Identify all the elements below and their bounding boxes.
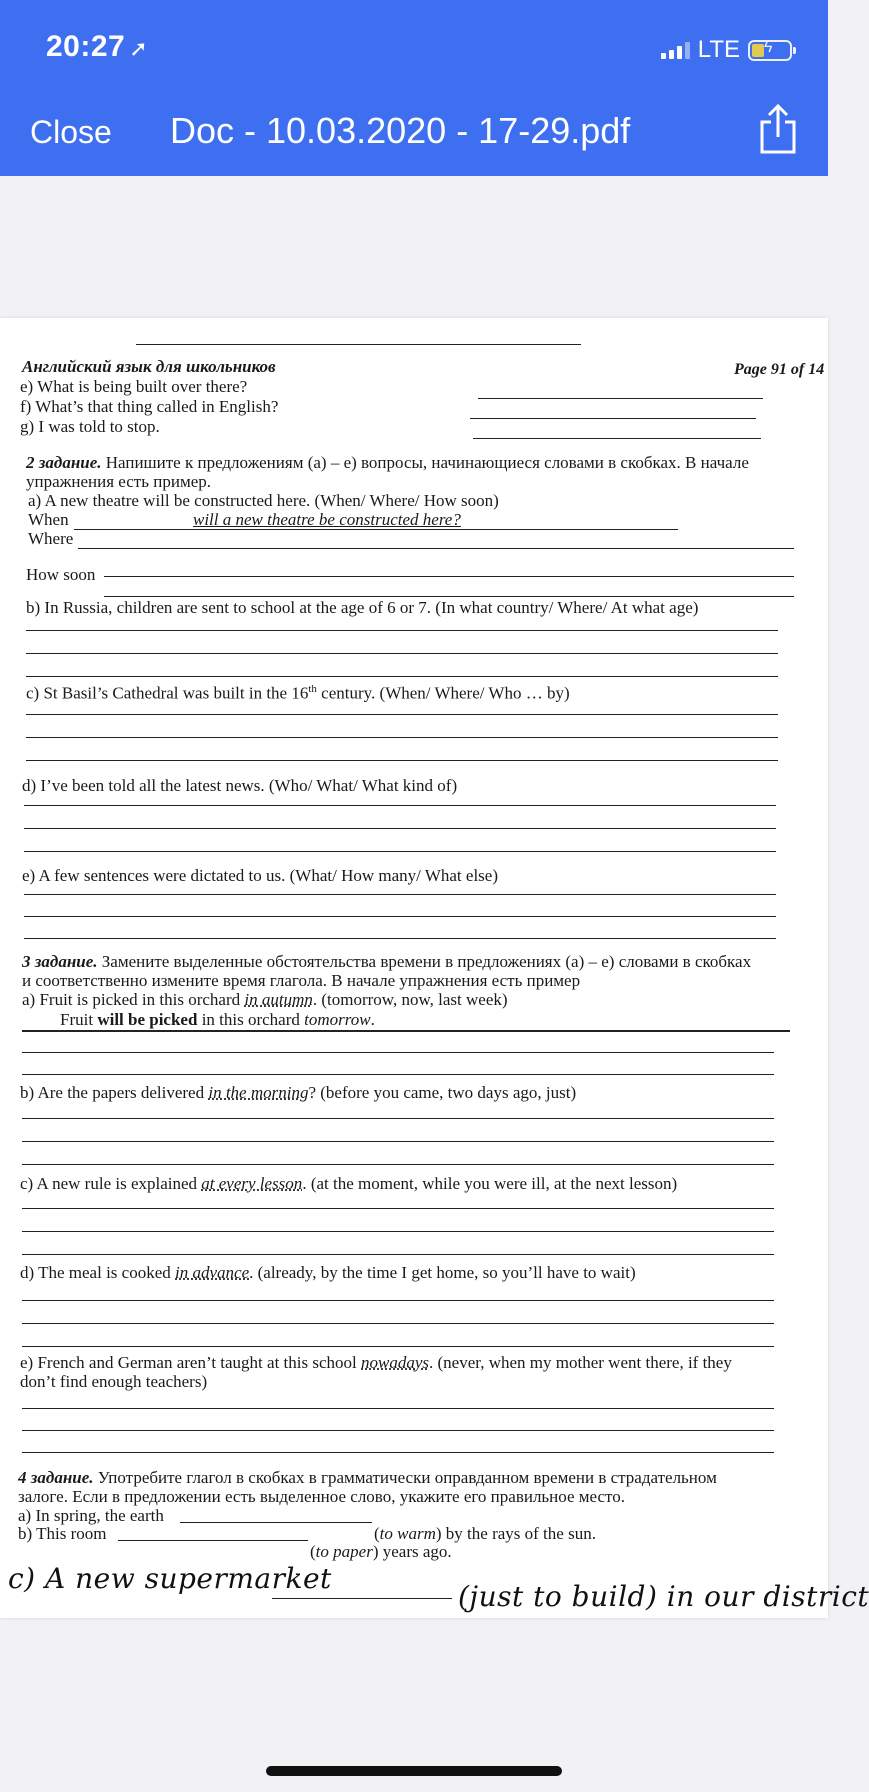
document-title: Doc - 10.03.2020 - 17-29.pdf — [170, 110, 631, 151]
ex3-d-highlight: in advance — [175, 1263, 250, 1282]
signal-icon — [661, 41, 690, 59]
ex4-instruction — [18, 1468, 717, 1488]
ex1-item-e: e) What is being built over there? — [20, 377, 248, 396]
ex2-when-answer: will a new theatre be constructed here? — [193, 510, 461, 529]
ex3-a-post: . (tomorrow, now, last week) — [312, 990, 508, 1009]
ex4-heading: 4 задание. — [18, 1468, 94, 1487]
ex4-b-verb: (to paper) years ago. — [310, 1542, 452, 1561]
status-time — [46, 30, 148, 64]
ex3-item-a — [22, 990, 508, 1010]
top-bar — [0, 0, 828, 176]
ex3-example-2: will be picked — [97, 1010, 198, 1029]
ex3-b-post: ? (before you came, two days ago, just) — [308, 1083, 577, 1102]
ex3-d-post: . (already, by the time I get home, so you’ll have to wait) — [249, 1263, 636, 1282]
home-indicator[interactable] — [266, 1766, 562, 1776]
ex3-instr-2: и соответственно измените время глагола. В начале упражнения есть пример — [22, 971, 581, 990]
ex3-item-e-line2: don’t find enough teachers) — [20, 1372, 208, 1391]
ex2-where-label: Where — [28, 529, 74, 548]
ex2-heading: 2 задание. — [26, 453, 102, 472]
ex3-example-1: Fruit — [60, 1010, 98, 1029]
ex2-item-c — [26, 679, 570, 704]
ex3-c-post: . (at the moment, while you were ill, at the next lesson) — [302, 1174, 678, 1193]
ex4-a-post: ) by the rays of the sun. — [435, 1524, 596, 1543]
ex2-when-label: When — [28, 510, 69, 529]
ex3-item-d — [20, 1263, 636, 1283]
ex3-example-4: tomorrow — [304, 1010, 371, 1029]
ex3-a-text: a) Fruit is picked in this orchard — [22, 990, 245, 1009]
ex3-item-e — [20, 1353, 732, 1373]
ex3-item-b — [20, 1083, 576, 1103]
ex3-c-highlight: at every lesson — [201, 1174, 303, 1193]
ex3-b-highlight: in the morning — [208, 1083, 309, 1102]
ex3-e-highlight: nowadays — [361, 1353, 429, 1372]
ex4-item-a: a) In spring, the earth — [18, 1506, 164, 1525]
ex2-item-a: a) A new theatre will be constructed here. (When/ Where/ How soon) — [28, 491, 499, 510]
share-icon — [756, 104, 800, 156]
doc-header-right: Page 91 of 14 — [734, 361, 825, 378]
ex4-item-c-handwritten: c) A new supermarket — [8, 1562, 332, 1595]
ex2-instruction — [26, 453, 749, 473]
ex3-a-highlight: in autumn — [244, 990, 313, 1009]
ex3-example — [60, 1010, 375, 1030]
ex2-how-soon-label: How soon — [26, 565, 96, 584]
ex2-item-b: b) In Russia, children are sent to school at the age of 6 or 7. (In what country/ Where/ At what age) — [26, 598, 699, 617]
ex4-b-post: ) years ago. — [372, 1542, 452, 1561]
ex4-instr-2: залоге. Если в предложении есть выделенное слово, укажите его правильное место. — [18, 1487, 626, 1506]
ex3-instruction — [22, 952, 751, 972]
network-type: LTE — [697, 36, 740, 63]
ex4-instr-1: Употребите глагол в скобках в грамматически оправданном времени в страдательном — [97, 1468, 717, 1487]
share-button[interactable] — [756, 104, 800, 156]
ex4-item-b: b) This room — [18, 1524, 107, 1543]
ex4-a-verb: (to warm) by the rays of the sun. — [374, 1524, 596, 1543]
ex2-instr-1: Напишите к предложениям (a) – e) вопросы, начинающиеся словами в скобках. В начале — [105, 453, 749, 472]
clock: 20:27 — [46, 30, 126, 63]
close-button[interactable]: Close — [30, 114, 112, 150]
ex2-item-d: d) I’ve been told all the latest news. (Who/ What/ What kind of) — [22, 776, 458, 795]
ex2-item-e: e) A few sentences were dictated to us. (What/ How many/ What else) — [22, 866, 498, 885]
ex4-item-c-handwritten-verb: (just to build) in our district — [458, 1580, 869, 1613]
battery-icon: ϟ — [748, 40, 792, 61]
ex3-e-post: . (never, when my mother went there, if they — [429, 1353, 732, 1372]
pdf-page[interactable] — [0, 318, 869, 1618]
ex3-heading: 3 задание. — [22, 952, 98, 971]
ex3-b-text: b) Are the papers delivered — [20, 1083, 209, 1102]
ex3-d-text: d) The meal is cooked — [20, 1263, 176, 1282]
ex4-a-verb-text: to warm — [379, 1524, 436, 1543]
ex2-c-post: century. (When/ Where/ Who … by) — [316, 683, 570, 703]
ex3-c-text: c) A new rule is explained — [20, 1174, 202, 1193]
status-indicators — [661, 36, 792, 64]
ex3-example-3: in this orchard — [197, 1010, 305, 1029]
ex3-instr-1: Замените выделенные обстоятельства времени в предложениях (a) – e) словами в скобках — [101, 952, 752, 971]
ex3-e-text: e) French and German aren’t taught at this school — [20, 1353, 361, 1372]
location-arrow-icon: ➚ — [129, 36, 149, 61]
ex1-item-g: g) I was told to stop. — [20, 417, 160, 436]
ex2-c-text: c) St Basil’s Cathedral was built in the 16 — [26, 683, 309, 703]
ex3-item-c — [20, 1174, 677, 1194]
ex2-instr-2: упражнения есть пример. — [26, 472, 211, 491]
ex2-c-sup: th — [308, 683, 317, 695]
ex1-item-f: f) What’s that thing called in English? — [20, 397, 279, 416]
doc-header-left: Английский язык для школьников — [22, 357, 276, 376]
ex3-example-5: . — [370, 1010, 375, 1029]
ex4-b-verb-text: to paper — [315, 1542, 373, 1561]
